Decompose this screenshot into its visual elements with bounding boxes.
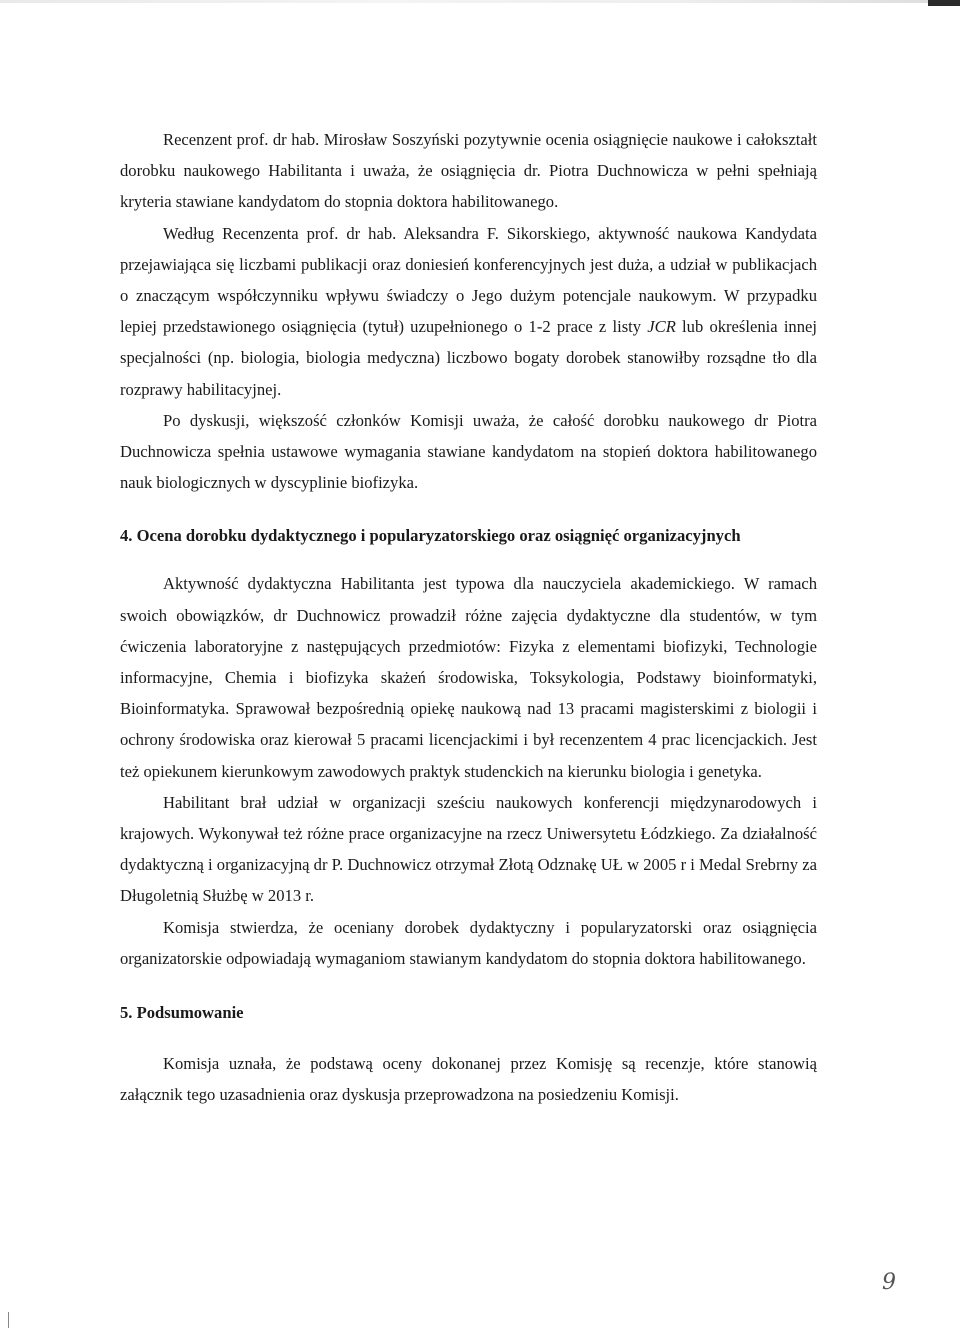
section-heading-5: 5. Podsumowanie	[120, 1003, 244, 1023]
paragraph-reviewer-soszynski: Recenzent prof. dr hab. Mirosław Soszyński pozytywnie ocenia osiągnięcie naukowe i całokształt dorobku naukowego Habilitanta i uważa, że osiągnięcia dr. Piotra Duchnowicza w pełni spełniają kryteria stawiane kandydatom do stopnia doktora habilitowanego.	[120, 130, 817, 212]
page-number: 9	[882, 1270, 896, 1295]
paragraph-teaching-activity: Aktywność dydaktyczna Habilitanta jest typowa dla nauczyciela akademickiego. W ramach swoich obowiązków, dr Duchnowicz prowadził różne zajęcia dydaktyczne dla studentów, w tym ćwiczenia laboratoryjne z następujących przedmiotów: Fizyka z elementami biofizyki, Technologie informacyjne, Chemia i biofizyka skażeń środowiska, Toksykologia, Podstawy bioinformatyki, Bioinformatyka. Sprawował bezpośrednią opiekę naukową nad 13 pracami magisterskimi z biologii i ochrony środowiska oraz kierował 5 pracami licencjackimi i był recenzentem 4 prac licencjackich. Jest też opiekunem kierunkowym zawodowych praktyk studenckich na kierunku biologia i genetyka.	[120, 574, 817, 781]
jcr-list-name: JCR	[647, 317, 676, 337]
paragraph-organizational-activity: Habilitant brał udział w organizacji sześciu naukowych konferencji międzynarodowych i krajowych. Wykonywał też różne prace organizacyjne na rzecz Uniwersytetu Łódzkiego. Za działalność dydaktyczną i organizacyjną dr P. Duchnowicz otrzymał Złotą Odznakę UŁ w 2005 r i Medal Srebrny za Długoletnią Służbę w 2013 r.	[120, 792, 817, 906]
paragraph-summary: Komisja uznała, że podstawą oceny dokonanej przez Komisję są recenzje, które stanowią załącznik tego uzasadnienia oraz dyskusja przeprowadzona na posiedzeniu Komisji.	[120, 1054, 817, 1105]
section-heading-4: 4. Ocena dorobku dydaktycznego i popularyzatorskiego oraz osiągnięć organizacyjnych	[120, 526, 741, 546]
paragraph-reviewer-sikorski-text: Według Recenzenta prof. dr hab. Aleksandra F. Sikorskiego, aktywność naukowa Kandydata przejawiająca się liczbami publikacji oraz doniesień konferencyjnych jest duża, a udział w publikacjach o znaczącym współczynniku wpływu świadczy o Jego dużym potencjale naukowym. W przypadku lepiej przedstawionego osiągnięcia (tytuł) uzupełnionego o 1-2 prace z listy	[120, 223, 817, 337]
scan-top-edge	[0, 0, 960, 3]
document-page	[120, 124, 817, 1110]
paragraph-reviewer-sikorski-tail: lub określenia innej specjalności (np. biologia, biologia medyczna) liczbowo bogaty dorobek stanowiłby rozsądne tło dla rozprawy habilitacyjnej.	[120, 317, 817, 399]
scan-corner-mark	[928, 0, 960, 6]
paragraph-commission-discussion: Po dyskusji, większość członków Komisji uważa, że całość dorobku naukowego dr Piotra Duchnowicza spełnia ustawowe wymagania stawiane kandydatom na stopień doktora habilitowanego nauk biologicznych w dyscyplinie biofizyka.	[120, 410, 817, 493]
scan-margin-mark	[8, 1312, 9, 1328]
paragraph-reviewer-sikorski	[120, 218, 817, 405]
paragraph-commission-statement: Komisja stwierdza, że oceniany dorobek dydaktyczny i popularyzatorski oraz osiągnięcia organizatorskie odpowiadają wymaganiom stawianym kandydatom do stopnia doktora habilitowanego.	[120, 917, 817, 968]
